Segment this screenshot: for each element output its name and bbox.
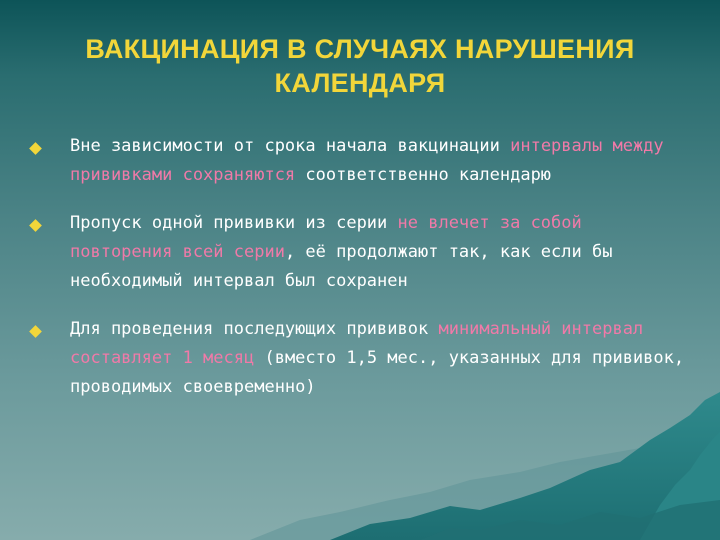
bullet-plain-text: Вне зависимости от срока начала вакцинации <box>70 136 511 156</box>
bullet-plain-text: , её продолжают так, как если бы необходимый интервал был сохранен <box>70 242 613 291</box>
bullet-highlight-text: не влечет за собой повторения всей серии <box>70 213 582 262</box>
bullet-item <box>0 315 720 402</box>
bullet-plain-text: (вместо 1,5 мес., указанных для прививок, проводимых своевременно) <box>70 348 685 397</box>
slide-title <box>40 32 680 100</box>
diamond-bullet-icon <box>29 142 42 155</box>
bullet-text <box>70 132 690 190</box>
diamond-bullet-icon <box>29 219 42 232</box>
bullet-text <box>70 315 690 402</box>
bullet-plain-text: соответственно календарю <box>295 165 552 185</box>
bullet-plain-text: Пропуск одной прививки из серии <box>70 213 398 233</box>
bullet-plain-text: Для проведения последующих прививок <box>70 319 439 339</box>
bullet-highlight-text: интервалы между прививками сохраняются <box>70 136 664 185</box>
bullet-text <box>70 209 690 296</box>
bullet-highlight-text: минимальный интервал составляет 1 месяц <box>70 319 644 368</box>
bullet-item <box>0 209 720 296</box>
slide-title-line-2: КАЛЕНДАРЯ <box>274 68 446 98</box>
slide-title-line-1: ВАКЦИНАЦИЯ В СЛУЧАЯХ НАРУШЕНИЯ <box>85 34 635 64</box>
bullet-list <box>0 132 720 421</box>
bullet-item <box>0 132 720 190</box>
diamond-bullet-icon <box>29 325 42 338</box>
